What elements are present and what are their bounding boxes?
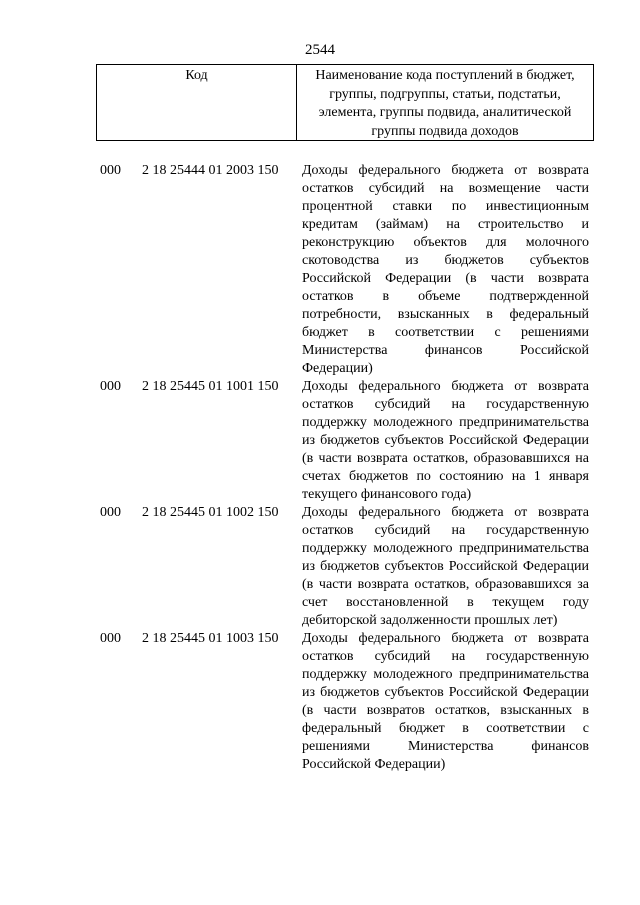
table-row: [100, 378, 600, 504]
table-row: [100, 504, 600, 630]
table-body: [100, 162, 600, 774]
income-code: 2 18 25445 01 1003 150: [142, 631, 279, 646]
income-code: 2 18 25444 01 2003 150: [142, 163, 279, 178]
page-number: 2544: [305, 42, 335, 58]
admin-code: 000: [100, 505, 121, 520]
header-name-cell: Наименование кода поступлений в бюджет, группы, подгруппы, статьи, подстатьи, элемента, группы подвида, аналитической группы подвида доходов: [315, 68, 575, 139]
admin-code: 000: [100, 631, 121, 646]
income-description: Доходы федерального бюджета от возврата остатков субсидий на государственную поддержку молодежного предпринимательства из бюджетов субъектов Российской Федерации (в части возврата остатков, образовавшихся на счетах бюджетов по состоянию на 1 января текущего финансового года): [302, 379, 589, 502]
income-description: Доходы федерального бюджета от возврата остатков субсидий на возмещение части процентной ставки по инвестиционным кредитам (займам) на строительство и реконструкцию объектов для молочного скотоводства из бюджетов субъектов Российской Федерации (в части возврата остатков в объеме подтвержденной потребности, взысканных в федеральный бюджет в соответствии с решениями Министерства финансов Российской Федерации): [302, 163, 589, 376]
income-code: 2 18 25445 01 1002 150: [142, 505, 279, 520]
income-description: Доходы федерального бюджета от возврата остатков субсидий на государственную поддержку молодежного предпринимательства из бюджетов субъектов Российской Федерации (в части возвратов остатков, взысканных в федеральный бюджет в соответствии с решениями Министерства финансов Российской Федерации): [302, 631, 589, 772]
table-row: [100, 630, 600, 774]
header-code-cell: Код: [97, 65, 297, 140]
admin-code: 000: [100, 163, 121, 178]
income-description: Доходы федерального бюджета от возврата остатков субсидий на государственную поддержку молодежного предпринимательства из бюджетов субъектов Российской Федерации (в части возврата остатков, образовавшихся за счет восстановленной в текущем году дебиторской задолженности прошлых лет): [302, 505, 589, 628]
table-header: [96, 64, 594, 141]
table-row: [100, 162, 600, 378]
admin-code: 000: [100, 379, 121, 394]
income-code: 2 18 25445 01 1001 150: [142, 379, 279, 394]
